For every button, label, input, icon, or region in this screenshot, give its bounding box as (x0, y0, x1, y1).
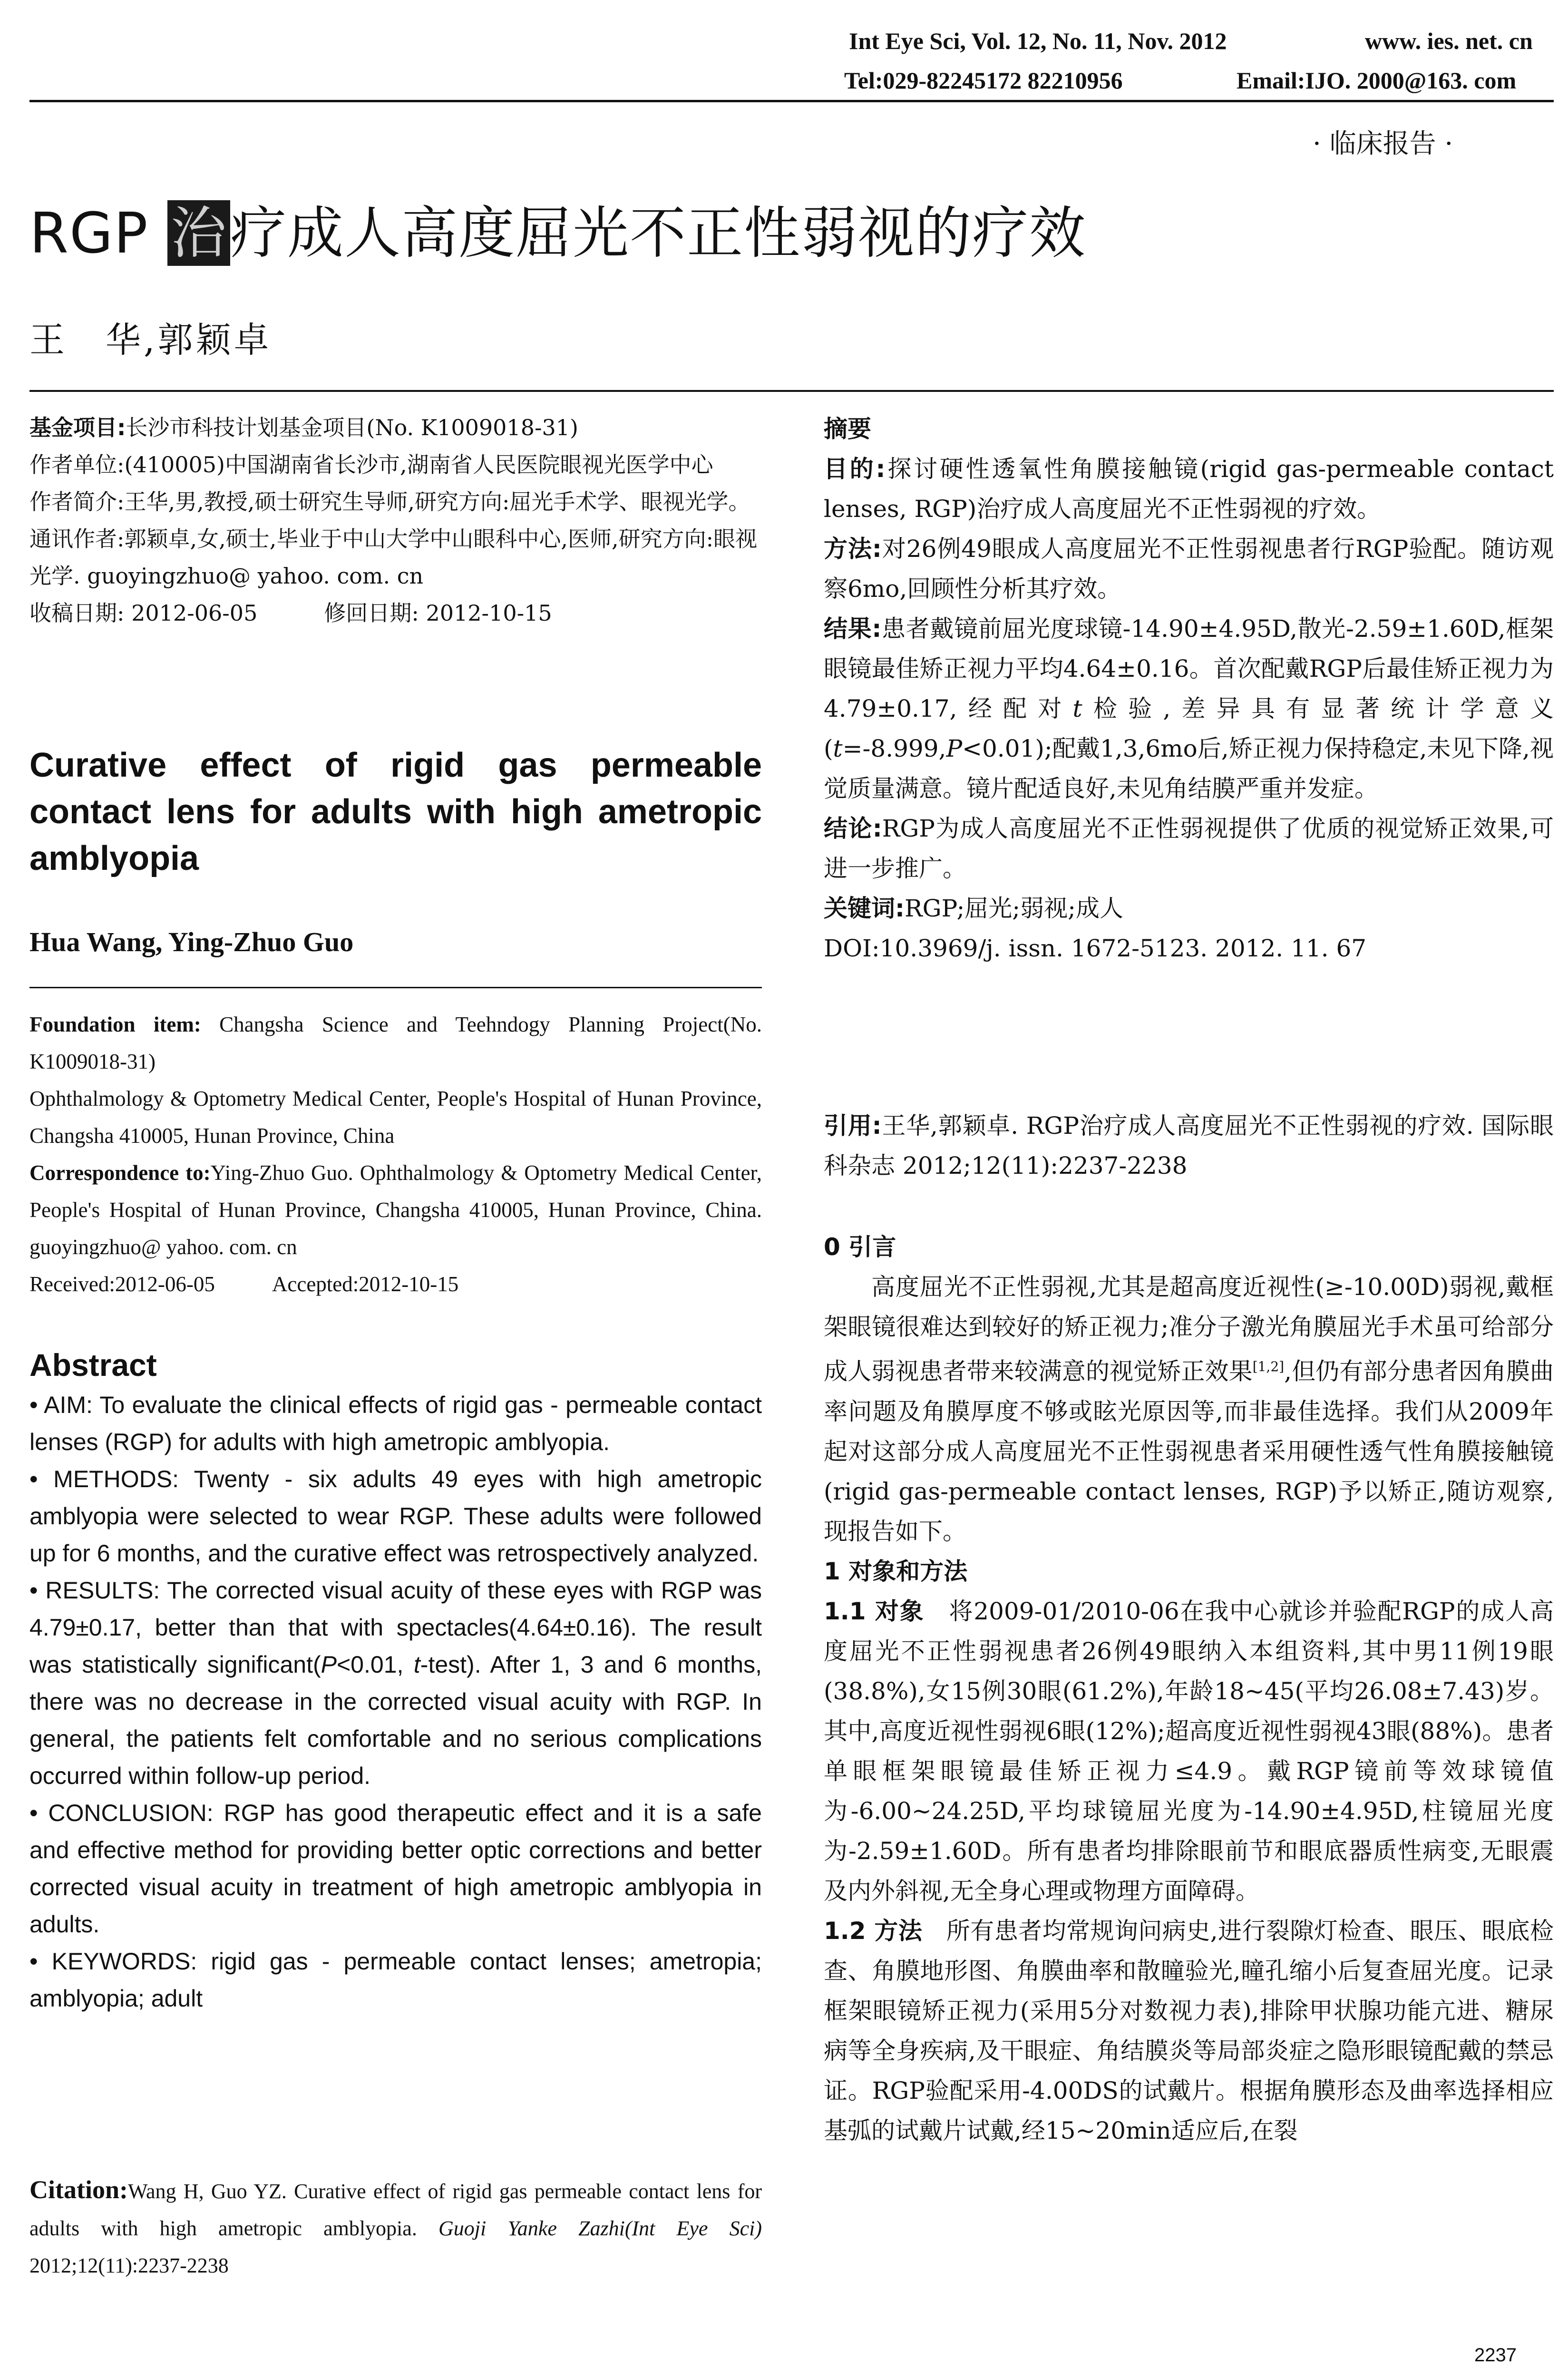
citation-text-en: Wang H, Guo YZ. Curative effect of rigid gas permeable contact lens for adults with high ametropic amblyopia. (29, 2180, 762, 2240)
kw-label-zh: 关键词: (824, 895, 905, 922)
method-text-zh: 对26例49眼成人高度屈光不正性弱视患者行RGP验配。随访观察6mo,回顾性分析其疗效。 (824, 535, 1554, 603)
unit-label: 作者单位: (29, 452, 125, 477)
authors-en: Hua Wang, Ying-Zhuo Guo (29, 926, 354, 957)
correspondence-label: Correspondence to: (29, 1161, 211, 1185)
aim-label-zh: 目的: (824, 455, 886, 483)
results-part-c: -test). After 1, 3 and 6 months, there was no decrease in the corrected visual acuity with RGP. In general, the patients felt comfortable and no serious complications occurred within follow-up period. (29, 1651, 762, 1789)
header-rule (29, 100, 1554, 102)
subsection-1-2 (824, 1911, 1554, 2151)
abstract-results (29, 1572, 762, 1794)
journal-website: www. ies. net. cn (1365, 28, 1533, 54)
result-label-zh: 结果: (824, 615, 882, 643)
results-t: t (413, 1651, 420, 1678)
subsection-1-1 (824, 1591, 1554, 1911)
bio-label: 作者简介: (29, 489, 125, 515)
results-part-b: <0.01, (336, 1651, 414, 1678)
title-rule (29, 390, 1554, 392)
method-label-zh: 方法: (824, 535, 882, 563)
correspondence-text: Ying-Zhuo Guo. Ophthalmology & Optometry Medical Center, People's Hospital of Hunan Province, Changsha 410005, Hunan Province, China. guoyingzhuo@ yahoo. com. cn (29, 1161, 762, 1259)
accepted-zh: 修回日期: 2012-10-15 (324, 600, 552, 626)
citation-label-en: Citation: (29, 2175, 128, 2204)
info-en (29, 1006, 762, 1303)
abstract-heading: Abstract (29, 1347, 157, 1383)
citation-en (29, 2171, 762, 2284)
sub1-label: 1.1 对象 (824, 1597, 925, 1625)
result-d-zh: <0.01);配戴1,3,6mo后,矫正视力保持稳定,未见下降,视觉质量满意。镜片配适良好,未见角结膜严重并发症。 (824, 735, 1554, 802)
citation-journal-en: Guoji Yanke Zazhi(Int Eye Sci) (438, 2217, 762, 2240)
abstract-keywords: • KEYWORDS: rigid gas - permeable contact lenses; ametropia; amblyopia; adult (29, 1948, 762, 2012)
body-zh (824, 1227, 1554, 2151)
foundation-label: Foundation item: (29, 1013, 201, 1036)
page-number: 2237 (1474, 2345, 1517, 2366)
section-label: · 临床报告 · (1313, 128, 1453, 159)
citation-zh (824, 1106, 1554, 1186)
author-rule (29, 987, 762, 988)
abstract-en (29, 1386, 762, 2017)
title-zh-prefix: RGP (29, 200, 168, 266)
corr-text: 郭颖卓,女,硕士,毕业于中山大学中山眼科中心,医师,研究方向:眼视光学. guoyingzhuo@ yahoo. com. cn (29, 526, 758, 589)
intro-heading: 0 引言 (824, 1233, 896, 1261)
journal-info: Int Eye Sci, Vol. 12, No. 11, Nov. 2012 (849, 28, 1227, 54)
affiliation-en: Ophthalmology & Optometry Medical Center, People's Hospital of Hunan Province, Changsha 410005, Hunan Province, China (29, 1087, 762, 1148)
sub2-label: 1.2 方法 (824, 1917, 923, 1945)
result-p-zh: P (946, 735, 963, 762)
methods-heading: 1 对象和方法 (824, 1557, 968, 1585)
unit-text: (410005)中国湖南省长沙市,湖南省人民医院眼视光医学中心 (124, 452, 713, 477)
aim-text-zh: 探讨硬性透氧性角膜接触镜(rigid gas-permeable contact lenses, RGP)治疗成人高度屈光不正性弱视的疗效。 (824, 455, 1554, 523)
fund-label: 基金项目: (29, 415, 126, 440)
results-p: P (321, 1651, 337, 1678)
citation-text-zh: 王华,郭颖卓. RGP治疗成人高度屈光不正性弱视的疗效. 国际眼科杂志 2012;12(11):2237-2238 (824, 1112, 1554, 1179)
result-a-zh: 患者戴镜前屈光度球镜-14.90±4.95D,散光-2.59±1.60D,框架眼镜最佳矫正视力平均4.64±0.16。首次配戴RGP后最佳矫正视力为4.79±0.17,经配对 (824, 615, 1554, 722)
abstract-zh (824, 409, 1554, 968)
doi: DOI:10.3969/j. issn. 1672-5123. 2012. 11. 67 (824, 935, 1367, 962)
sub2-text: 所有患者均常规询问病史,进行裂隙灯检查、眼压、眼底检查、角膜地形图、角膜曲率和散瞳验光,瞳孔缩小后复查屈光度。记录框架眼镜矫正视力(采用5分对数视力表),排除甲状腺功能亢进、糖尿病等全身疾病,及干眼症、角结膜炎等局部炎症之隐形眼镜配戴的禁忌证。RGP验配采用-4.00DS的试戴片。根据角膜形态及曲率选择相应基弧的试戴片试戴,经15~20min适应后,在裂 (824, 1917, 1554, 2144)
abstract-conclusion: • CONCLUSION: RGP has good therapeutic effect and it is a safe and effective method for providing better optic corrections and better corrected visual acuity in treatment of high ametropic amblyopia in adults. (29, 1800, 762, 1938)
concl-label-zh: 结论: (824, 815, 882, 842)
concl-text-zh: RGP为成人高度屈光不正性弱视提供了优质的视觉矫正效果,可进一步推广。 (824, 815, 1554, 882)
citation-tail-en: 2012;12(11):2237-2238 (29, 2254, 229, 2277)
fund-text: 长沙市科技计划基金项目(No. K1009018-31) (126, 415, 578, 440)
journal-tel: Tel:029-82245172 82210956 (844, 67, 1123, 94)
sub1-text: 将2009-01/2010-06在我中心就诊并验配RGP的成人高度屈光不正性弱视患者26例49眼纳入本组资料,其中男11例19眼(38.8%),女15例30眼(61.2%),年龄18~45(平均26.08±7.43)岁。其中,高度近视性弱视6眼(12%);超高度近视性弱视43眼(88%)。患者单眼框架眼镜最佳矫正视力≤4.9。戴RGP镜前等效球镜值为-6.00~24.25D,平均球镜屈光度为-14.90±4.95D,柱镜屈光度为-2.59±1.60D。所有患者均排除眼前节和眼底器质性病变,无眼震及内外斜视,无全身心理或物理方面障碍。 (824, 1597, 1554, 1905)
citation-label-zh: 引用: (824, 1112, 882, 1140)
title-zh (29, 200, 1086, 266)
title-zh-highlight: 治 (167, 200, 230, 266)
abstract-methods: • METHODS: Twenty - six adults 49 eyes with high ametropic amblyopia were selected to wear RGP. These adults were followed up for 6 months, and the curative effect was retrospectively analyzed. (29, 1466, 762, 1567)
intro-ref: [1,2] (1252, 1359, 1285, 1374)
result-t2-zh: t (833, 735, 843, 762)
received-en: Received:2012-06-05 (29, 1272, 215, 1296)
foundation-text: Changsha Science and Teehndogy Planning Project(No. K1009018-31) (29, 1013, 762, 1073)
bio-text: 王华,男,教授,硕士研究生导师,研究方向:屈光手术学、眼视光学。 (124, 489, 750, 515)
abstract-zh-heading: 摘要 (824, 415, 871, 443)
results-part-a: • RESULTS: The corrected visual acuity of these eyes with RGP was 4.79±0.17, better than that with spectacles(4.64±0.16). The result was statistically significant( (29, 1577, 762, 1678)
title-zh-rest: 疗成人高度屈光不正性弱视的疗效 (230, 200, 1087, 266)
received-zh: 收稿日期: 2012-06-05 (29, 600, 258, 626)
kw-text-zh: RGP;屈光;弱视;成人 (905, 895, 1123, 922)
journal-email: Email:IJO. 2000@163. com (1237, 67, 1517, 94)
info-zh (29, 409, 762, 632)
intro-text-a: 高度屈光不正性弱视,尤其是超高度近视性(≥-10.00D)弱视,戴框架眼镜很难达到较好的矫正视力;准分子激光角膜屈光手术虽可给部分成人弱视患者带来较满意的视觉矫正效果 (824, 1273, 1554, 1385)
intro-text-b: ,但仍有部分患者因角膜曲率问题及角膜厚度不够或眩光原因等,而非最佳选择。我们从2009年起对这部分成人高度屈光不正性弱视患者采用硬性透气性角膜接触镜(rigid gas-permeable contact lenses, RGP)予以矫正,随访观察,现报告如下。 (824, 1357, 1554, 1545)
result-c-zh: =-8.999, (842, 735, 946, 762)
intro-paragraph (824, 1267, 1554, 1551)
authors-zh: 王 华,郭颖卓 (29, 320, 272, 360)
result-b-zh: 检验,差异具有显著统计学意义( (824, 695, 1554, 762)
result-t-zh: t (1072, 695, 1082, 722)
accepted-en: Accepted:2012-10-15 (272, 1272, 459, 1296)
abstract-aim: • AIM: To evaluate the clinical effects of rigid gas - permeable contact lenses (RGP) for adults with high ametropic amblyopia. (29, 1392, 762, 1455)
title-en: Curative effect of rigid gas permeable contact lens for adults with high ametropic amblyopia (29, 746, 762, 877)
corr-label: 通讯作者: (29, 526, 125, 552)
